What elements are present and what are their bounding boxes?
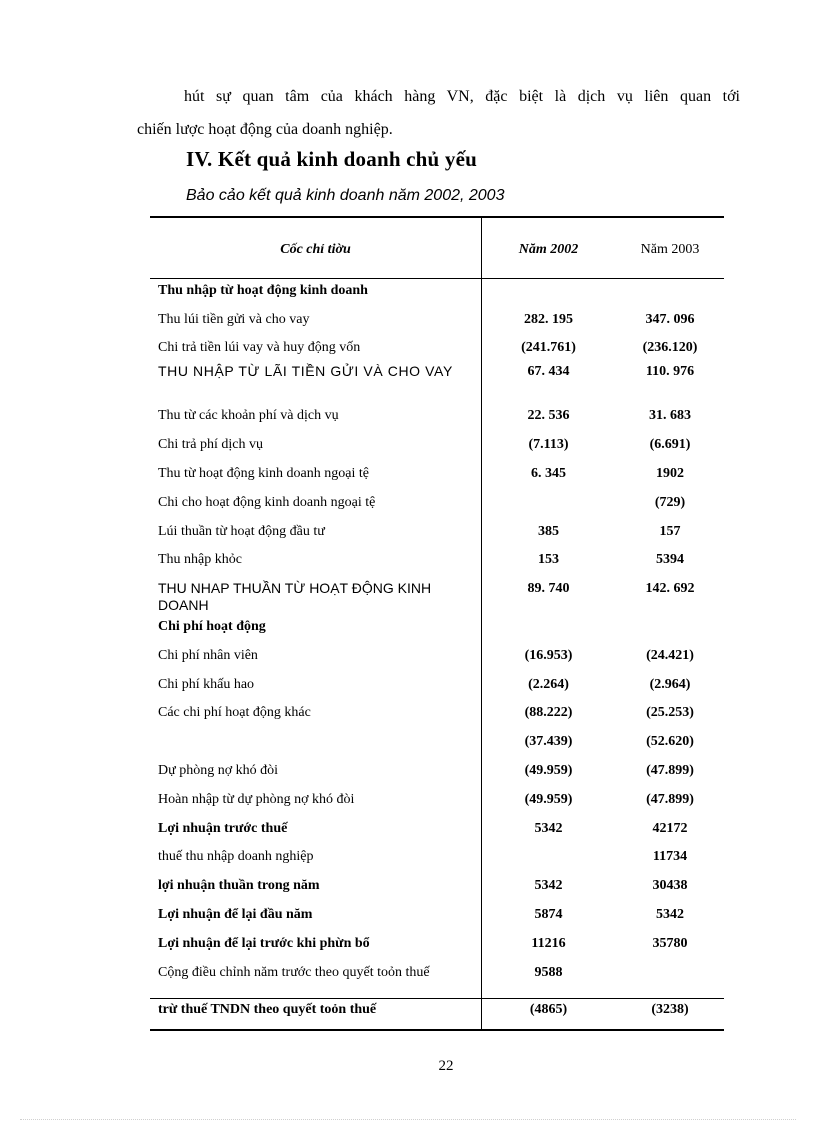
row-value-2003: 347. 096 — [645, 312, 695, 327]
row-value-2003: (47.899) — [646, 792, 694, 807]
page-edge-divider — [20, 1119, 796, 1120]
row-value-2002: (2.264) — [528, 677, 569, 692]
footer-rule — [150, 998, 724, 999]
row-value-2002: 5874 — [534, 907, 563, 922]
footer-value-2003: (3238) — [651, 1002, 689, 1017]
row-value-2003: 5342 — [656, 907, 684, 922]
row-label: Thu lúi tiền gửi và cho vay — [158, 312, 310, 327]
row-label: THU NHẬP TỪ LÃI TIỀN GỬI VÀ CHO VAY — [158, 363, 453, 379]
row-value-2002: (241.761) — [521, 340, 576, 355]
intro-paragraph — [137, 80, 740, 146]
row-label: Lợi nhuận để lại đầu năm — [158, 907, 313, 922]
row-value-2003: 142. 692 — [645, 581, 695, 596]
row-label: Chi cho hoạt động kinh doanh ngoại tệ — [158, 495, 376, 510]
row-value-2003: 30438 — [652, 878, 688, 893]
table-caption: Bảo cảo kết quả kinh doanh năm 2002, 2003 — [186, 187, 505, 204]
page-number: 22 — [438, 1058, 454, 1074]
row-label: Chi phí hoạt động — [158, 619, 266, 634]
row-label: lợi nhuận thuần trong năm — [158, 878, 320, 893]
footer-label: trừ thuế TNDN theo quyết toỏn thuế — [158, 1002, 377, 1017]
row-value-2003: 157 — [659, 524, 681, 539]
row-value-2003: 11734 — [652, 849, 688, 864]
row-value-2002: (49.959) — [524, 792, 573, 807]
row-label: Thu từ các khoản phí và dịch vụ — [158, 408, 339, 423]
header-2003: Năm 2003 — [640, 242, 700, 257]
results-table — [150, 216, 724, 1031]
row-value-2002: 282. 195 — [524, 312, 573, 327]
row-value-2002: 67. 434 — [527, 364, 570, 379]
row-value-2003: 35780 — [652, 936, 688, 951]
header-2002: Năm 2002 — [518, 242, 579, 257]
row-value-2003: (2.964) — [649, 677, 691, 692]
row-label: THU NHAP THUẦN TỪ HOẠT ĐỘNG KINH DOANH — [158, 580, 432, 613]
row-value-2003: (47.899) — [646, 763, 694, 778]
row-label: Chi phí khấu hao — [158, 677, 255, 692]
row-label: Cộng điều chỉnh năm trước theo quyết toỏn thuế — [158, 965, 430, 980]
row-value-2002: 9588 — [534, 965, 563, 980]
row-value-2002: 385 — [538, 524, 559, 539]
row-value-2003: 110. 976 — [645, 364, 695, 379]
row-value-2002: 6. 345 — [531, 466, 566, 481]
row-value-2002: (88.222) — [524, 705, 573, 720]
row-value-2003: 31. 683 — [649, 408, 691, 423]
column-divider — [481, 218, 482, 1029]
row-value-2002: (7.113) — [528, 437, 569, 452]
row-value-2003: (236.120) — [642, 340, 698, 355]
row-value-2002: 153 — [538, 552, 559, 567]
row-label: Chi trả tiền lúi vay và huy động vốn — [158, 340, 361, 355]
row-value-2002: 89. 740 — [527, 581, 570, 596]
row-value-2002: 11216 — [531, 936, 566, 951]
row-value-2003: 1902 — [656, 466, 684, 481]
footer-value-2002: (4865) — [529, 1002, 568, 1017]
row-label: Hoàn nhập từ dự phòng nợ khó đòi — [158, 792, 355, 807]
row-value-2002: (49.959) — [524, 763, 573, 778]
row-value-2003: 5394 — [656, 552, 684, 567]
row-label: Thu từ hoạt động kinh doanh ngoại tệ — [158, 466, 369, 481]
row-label: Thu nhập khỏc — [158, 552, 242, 567]
row-label: Lợi nhuận để lại trước khi phừn bổ — [158, 936, 370, 951]
paragraph-line-1: hút sự quan tâm của khách hàng VN, đặc biệt là dịch vụ liên quan tới — [184, 88, 740, 105]
row-label: Các chi phí hoạt động khác — [158, 705, 311, 720]
row-value-2003: 42172 — [652, 821, 688, 836]
row-value-2003: (52.620) — [646, 734, 694, 749]
header-rule — [150, 278, 724, 279]
row-value-2003: (25.253) — [646, 705, 694, 720]
row-value-2002: 5342 — [534, 821, 563, 836]
paragraph-line-2: chiến lược hoạt động của doanh nghiệp. — [137, 121, 393, 138]
row-value-2002: (16.953) — [524, 648, 573, 663]
row-label: thuế thu nhập doanh nghiệp — [158, 849, 314, 864]
section-heading: IV. Kết quả kinh doanh chủ yếu — [186, 147, 477, 171]
row-label: Dự phòng nợ khó đòi — [158, 763, 278, 778]
row-value-2003: (6.691) — [649, 437, 691, 452]
header-label: Cốc chỉ tiờu — [280, 242, 351, 257]
row-label: Lợi nhuận trước thuế — [158, 821, 288, 836]
row-value-2002: (37.439) — [524, 734, 573, 749]
row-value-2003: (24.421) — [646, 648, 694, 663]
row-label: Chi trả phí dịch vụ — [158, 437, 263, 452]
row-value-2003: (729) — [654, 495, 686, 510]
row-value-2002: 22. 536 — [527, 408, 570, 423]
row-label: Thu nhập từ hoạt động kinh doanh — [158, 283, 368, 298]
row-value-2002: 5342 — [534, 878, 563, 893]
row-label: Lúi thuần từ hoạt động đầu tư — [158, 524, 325, 539]
row-label: Chi phí nhân viên — [158, 648, 258, 663]
